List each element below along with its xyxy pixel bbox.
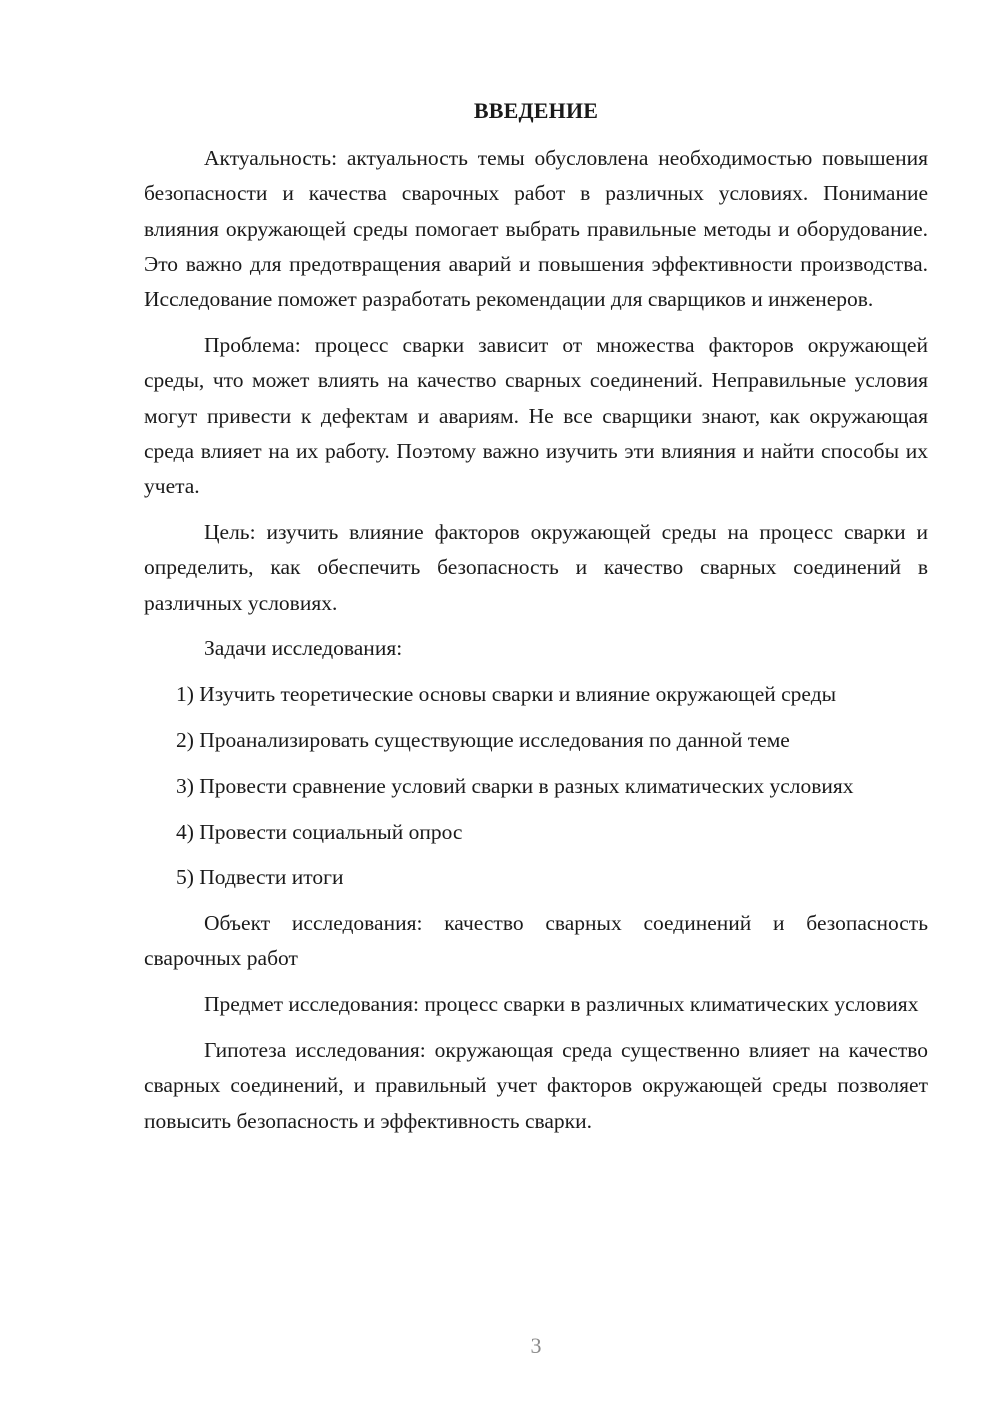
task-list-item: 2) Проанализировать существующие исследования по данной теме [176,727,790,752]
hypothesis-paragraph: Гипотеза исследования: окружающая среда существенно влияет на качество сварных соединений, и правильный учет факторов окружающей среды позволяет повысить безопасность и эффективность сварки. [144,1038,928,1133]
problem-paragraph: Проблема: процесс сварки зависит от множества факторов окружающей среды, что может влиять на качество сварных соединений. Неправильные условия могут привести к дефектам и авариям. Не все сварщики знают, как окружающая среда влияет на их работу. Поэтому важно изучить эти влияния и найти способы их учета. [144,332,928,499]
task-list-item: 1) Изучить теоретические основы сварки и влияние окружающей среды [176,682,837,707]
tasks-heading: Задачи исследования: [204,636,403,661]
relevance-paragraph: Актуальность: актуальность темы обусловлена необходимостью повышения безопасности и качества сварочных работ в различных условиях. Понимание влияния окружающей среды помогает выбрать правильные методы и оборудование. Это важно для предотвращения аварий и повышения эффективности производства. Исследование поможет разработать рекомендации для сварщиков и инженеров. [144,146,928,312]
page-number: 3 [530,1333,542,1358]
goal-paragraph: Цель: изучить влияние факторов окружающей среды на процесс сварки и определить, как обеспечить безопасность и качество сварных соединений в различных условиях. [144,519,928,615]
object-paragraph: Объект исследования: качество сварных соединений и безопасность сварочных работ [144,911,928,971]
task-list-item: 4) Провести социальный опрос [176,819,463,844]
page-title: ВВЕДЕНИЕ [473,98,599,123]
subject-paragraph: Предмет исследования: процесс сварки в различных климатических условиях [204,992,919,1017]
task-list-item: 3) Провести сравнение условий сварки в разных климатических условиях [176,773,854,798]
task-list-item: 5) Подвести итоги [176,865,344,890]
document-body [144,141,928,1139]
